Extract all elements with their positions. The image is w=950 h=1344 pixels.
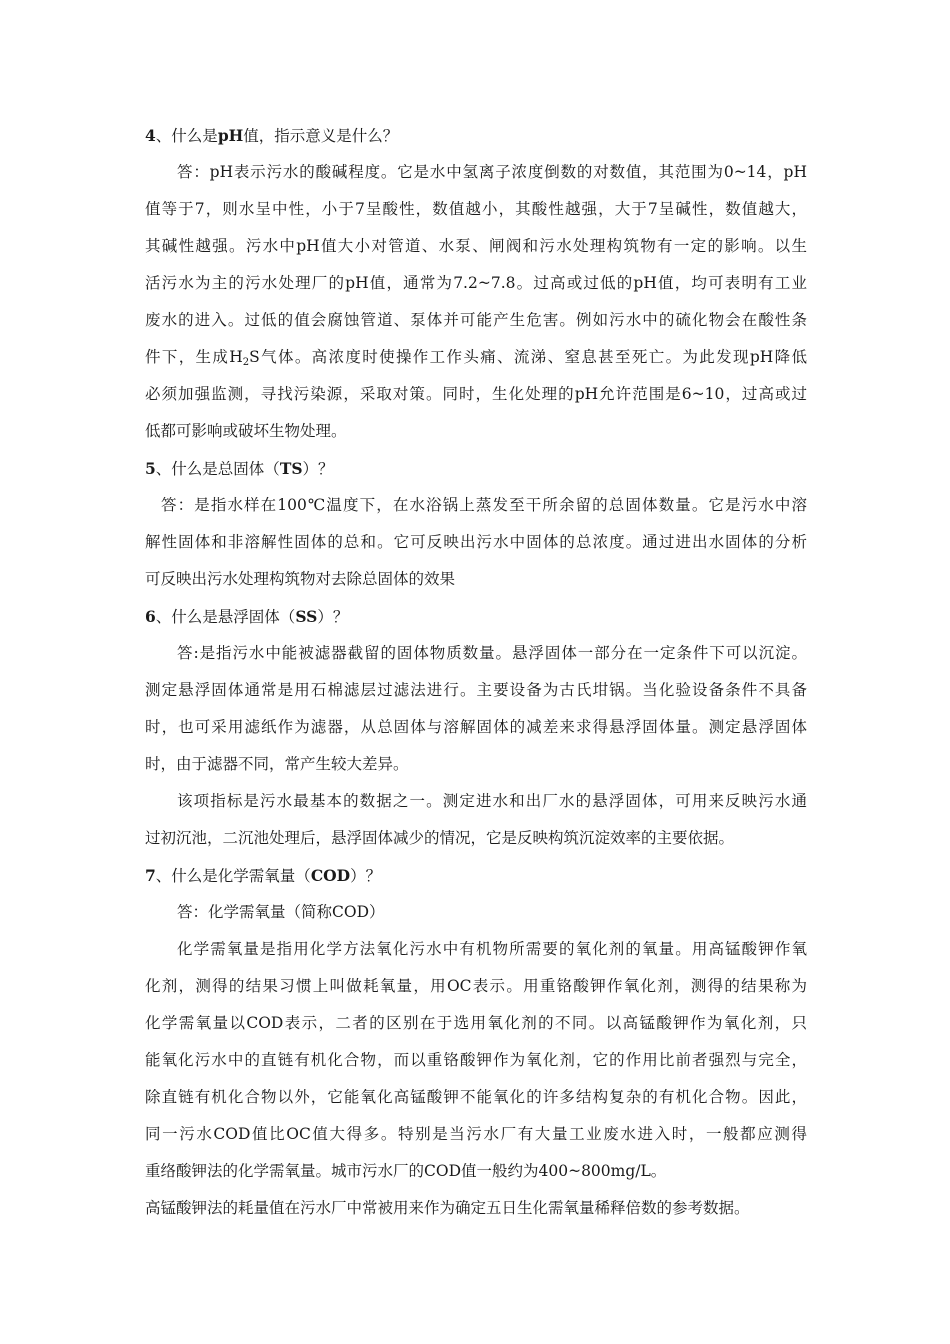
paragraph-line: 同一污水COD值比OC值大得多。特别是当污水厂有大量工业废水进入时，一般都应测得 [145, 1125, 807, 1143]
paragraph-line: 该项指标是污水最基本的数据之一。测定进水和出厂水的悬浮固体，可用来反映污水通 [177, 792, 807, 810]
paragraph-line-h2s [145, 339, 807, 376]
heading-text: 值，指示意义是什么？ [243, 127, 399, 145]
question-number: 4 [145, 126, 156, 145]
paragraph-line: 其碱性越强。污水中pH值大小对管道、水泵、闸阀和污水处理构筑物有一定的影响。以生 [145, 237, 807, 255]
paragraph-line: 化剂，测得的结果习惯上叫做耗氧量，用OC表示。用重铬酸钾作氧化剂，测得的结果称为 [145, 977, 807, 995]
heading-term: pH [217, 126, 244, 145]
question-5-heading [145, 450, 807, 487]
paragraph-line: 必须加强监测，寻找污染源，采取对策。同时，生化处理的pH允许范围是6~10，过高或过 [145, 385, 807, 403]
heading-text: 、什么是化学需氧量（ [155, 867, 311, 885]
paragraph-line: 化学需氧量是指用化学方法氧化污水中有机物所需要的氧化剂的氧量。用高锰酸钾作氧 [177, 940, 807, 958]
paragraph-line: 活污水为主的污水处理厂的pH值，通常为7.2~7.8。过高或过低的pH值，均可表明有工业 [145, 274, 807, 292]
paragraph-line: 高锰酸钾法的耗量值在污水厂中常被用来作为确定五日生化需氧量稀释倍数的参考数据。 [145, 1199, 750, 1217]
paragraph-line: 化学需氧量以COD表示，二者的区别在于选用氧化剂的不同。以高锰酸钾作为氧化剂，只 [145, 1014, 807, 1032]
question-number: 5 [145, 459, 156, 478]
question-6-heading [145, 598, 807, 635]
heading-text: 、什么是悬浮固体（ [155, 608, 296, 626]
heading-text: 、什么是 [155, 127, 218, 145]
paragraph-line: 低都可影响或破坏生物处理。 [145, 422, 347, 440]
paragraph-line: 答：是指水样在100℃温度下，在水浴锅上蒸发至干所余留的总固体数量。它是污水中溶 [161, 496, 807, 514]
paragraph-line: 除直链有机化合物以外，它能氧化高锰酸钾不能氧化的许多结构复杂的有机化合物。因此， [145, 1088, 807, 1106]
heading-term: SS [295, 607, 318, 626]
paragraph-line: 答：pH表示污水的酸碱程度。它是水中氢离子浓度倒数的对数值，其范围为0~14，pH [177, 163, 807, 181]
text-run: S气体。高浓度时使操作工作头痛、流涕、窒息甚至死亡。为此发现pH降低 [249, 348, 807, 366]
subscript: 2 [242, 357, 250, 368]
question-number: 6 [145, 607, 156, 626]
paragraph-line: 过初沉池，二沉池处理后，悬浮固体减少的情况，它是反映构筑沉淀效率的主要依据。 [145, 829, 735, 847]
question-number: 7 [145, 866, 156, 885]
paragraph-line: 时，由于滤器不同，常产生较大差异。 [145, 755, 409, 773]
question-4-heading [145, 117, 807, 154]
paragraph-line: 时，也可采用滤纸作为滤器，从总固体与溶解固体的减差来求得悬浮固体量。测定悬浮固体 [145, 718, 807, 736]
paragraph-line: 答:是指污水中能被滤器截留的固体物质数量。悬浮固体一部分在一定条件下可以沉淀。 [177, 644, 807, 662]
heading-term: COD [310, 866, 351, 885]
paragraph-line: 测定悬浮固体通常是用石棉滤层过滤法进行。主要设备为古氏坩锅。当化验设备条件不具备 [145, 681, 807, 699]
heading-term: TS [279, 459, 303, 478]
document-page [145, 117, 807, 1227]
heading-text: ）？ [317, 608, 349, 626]
paragraph-line: 答：化学需氧量（简称COD） [177, 903, 385, 921]
paragraph-line: 重络酸钾法的化学需氧量。城市污水厂的COD值一般约为400~800mg/L。 [145, 1162, 667, 1180]
paragraph-line: 废水的进入。过低的值会腐蚀管道、泵体并可能产生危害。例如污水中的硫化物会在酸性条 [145, 311, 807, 329]
paragraph-line: 能氧化污水中的直链有机化合物，而以重铬酸钾作为氧化剂，它的作用比前者强烈与完全， [145, 1051, 807, 1069]
paragraph-line: 可反映出污水处理构筑物对去除总固体的效果 [145, 570, 456, 588]
paragraph-line: 解性固体和非溶解性固体的总和。它可反映出污水中固体的总浓度。通过进出水固体的分析 [145, 533, 807, 551]
text-run: 件下，生成H [145, 348, 243, 366]
heading-text: ）？ [302, 460, 334, 478]
paragraph-line: 值等于7，则水呈中性，小于7呈酸性，数值越小，其酸性越强，大于7呈碱性，数值越大， [145, 200, 807, 218]
question-7-heading [145, 857, 807, 894]
heading-text: ）？ [350, 867, 382, 885]
heading-text: 、什么是总固体（ [155, 460, 280, 478]
